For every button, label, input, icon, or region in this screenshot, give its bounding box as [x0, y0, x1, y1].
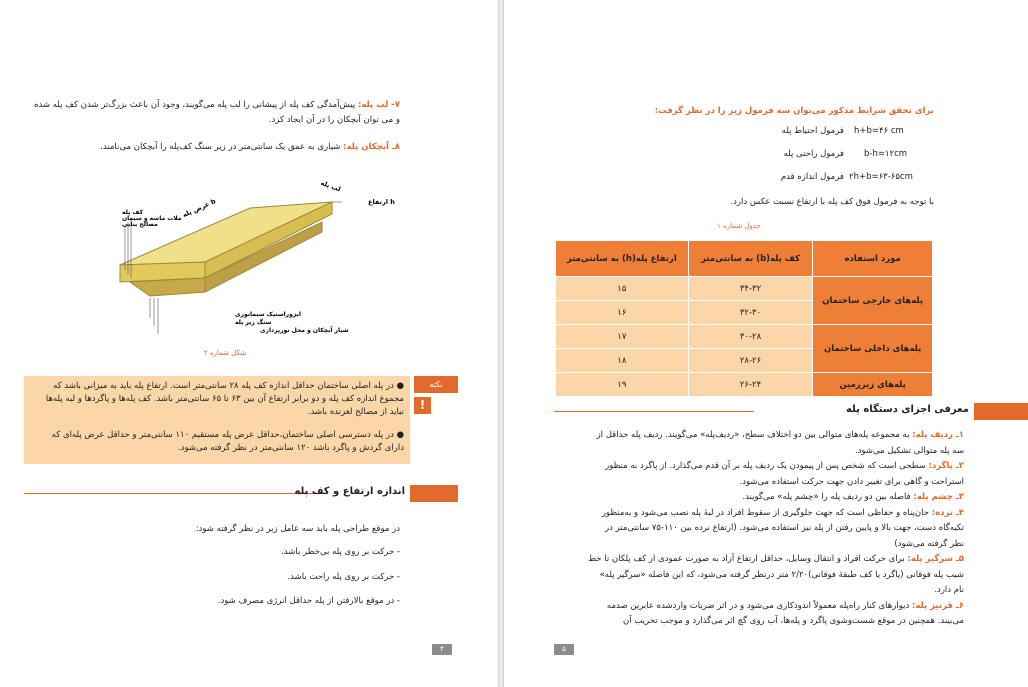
- table-header-row: [556, 241, 933, 277]
- category-exterior: پله‌های خارجی ساختمان: [813, 277, 933, 325]
- label-height: h ارتفاع: [368, 198, 395, 206]
- formula-3-label: فرمول اندازه قدم: [780, 172, 844, 182]
- stair-tread-figure: [50, 170, 395, 350]
- cell-tread: ۳۲-۳۰: [688, 301, 813, 325]
- label-depth: b عرض پله: [181, 197, 218, 220]
- category-basement: پله‌های زیرزمین: [813, 373, 933, 397]
- label-masonry: مصالح بنایی: [122, 221, 158, 228]
- header-tread: کف پله(b) به سانتی‌متر: [688, 241, 813, 277]
- list-item: ۶ـ قرنیز پله: دیوارهای کنار راه‌پله معمولاً اندودکاری می‌شود و در اثر ضربات واردشده عابرین صدمه: [606, 600, 964, 611]
- bullet-2: - حرکت بر روی پله راحت باشد.: [287, 572, 400, 582]
- note-p1-l1: ● در پله اصلی ساختمان حداقل اندازه کف پله ۲۸ سانتی‌متر است. ارتفاع پله باید به میزانی باشد که: [53, 381, 404, 391]
- relation-text: با توجه به فرمول فوق کف پله با ارتفاع نسبت عکس دارد.: [730, 197, 934, 207]
- formula-3-expr: ۲h+b=۶۳-۶۵cm: [849, 172, 913, 182]
- cell-riser: ۱۹: [556, 373, 689, 397]
- list-item: ۱ـ ردیف پله: به مجموعه پله‌های متوالی بین دو اختلاف سطح، «ردیف‌پله» می‌گویند. ردیف پله حداقل از: [596, 430, 964, 440]
- list-item: ۲ـ پاگرد: سطحی است که شخص پس از پیمودن یک ردیف پله بر آن قدم می‌گذارد. از پاگرد به منظور: [605, 461, 964, 471]
- left-page: [0, 0, 498, 687]
- stair-dimensions-table: [555, 240, 933, 397]
- item-title: ۴ـ نرده:: [931, 507, 964, 518]
- section-title: اندازه ارتفاع و کف پله: [294, 486, 405, 497]
- label-isorastic: ایزوراستیک سیمانوری: [235, 311, 301, 318]
- heading-bar: [974, 403, 1028, 420]
- heading-rule: [554, 411, 754, 412]
- header-riser: ارتفاع پله(h) به سانتی‌متر: [556, 241, 689, 277]
- page-number: ۵: [554, 644, 574, 655]
- item-7-text: پیش‌آمدگی کف پله از پیشانی را لب پله می‌گویند، وجود آن باعث بزرگ‌تر شدن کف پله شده: [33, 100, 356, 110]
- item-title: ۵ـ سرگیر پله:: [907, 554, 964, 564]
- table-row: [556, 277, 933, 301]
- category-interior: پله‌های داخلی ساختمان: [813, 325, 933, 373]
- cell-riser: ۱۷: [556, 325, 689, 349]
- cell-tread: ۲۶-۲۴: [688, 373, 813, 397]
- item-title: ۶ـ قرنیز پله:: [911, 600, 964, 611]
- cell-tread: ۲۸-۲۶: [688, 349, 813, 373]
- label-under-stone: سنگ زیر پله: [235, 319, 272, 326]
- item-8: [24, 140, 400, 155]
- list-item: ۴ـ نرده: جان‌پناه و حفاظی است که جهت جلوگیری از سقوط افراد در لبهٔ پله نصب می‌شود و به‌منظور: [601, 507, 964, 518]
- cell-tread: ۳۰-۲۸: [688, 325, 813, 349]
- note-p1-l2: مجموع اندازه کف پله و دو برابر ارتفاع آن بین ۶۳ تا ۶۵ سانتی‌متر باشد. کف پله‌ها و پاگردها و لبه پله‌ها: [45, 394, 404, 404]
- bullet-3: - در موقع بالارفتن از پله حداقل انرژی مصرف شود.: [217, 596, 400, 606]
- list-item: ۵ـ سرگیر پله: برای حرکت افراد و انتقال وسایل، حداقل ارتفاع آزاد به صورت عمودی از کف پلکان تا خط: [588, 554, 964, 564]
- label-tread: کف پله: [122, 209, 144, 216]
- list-item: ۳ـ چشم پله: فاصله بین دو ردیف پله را «چشم پله» می‌گویند.: [742, 492, 964, 502]
- note-p2-l2: دارای گردش و پاگرد باشد ۱۲۰ سانتی‌متر در نظر گرفته می‌شود.: [177, 443, 404, 453]
- exclamation-icon: !: [414, 397, 431, 414]
- item-title: ۲ـ پاگرد:: [928, 461, 964, 471]
- note-p1-l3: نباید از مصالح لغزنده باشد.: [307, 407, 404, 417]
- label-mortar: ملات ماسه و سیمان: [122, 215, 182, 222]
- bullet-1: - حرکت بر روی پله بی‌خطر باشد.: [281, 547, 400, 557]
- table-row: [556, 325, 933, 349]
- header-usage: مورد استفاده: [813, 241, 933, 277]
- heading-bar: [410, 485, 458, 502]
- item-8-title: ۸ـ آبچکان پله:: [343, 142, 400, 152]
- item-7: [24, 98, 400, 113]
- table-caption: جدول شماره ۱: [717, 222, 761, 230]
- item-title: ۳ـ چشم پله:: [913, 492, 964, 502]
- note-tag: نکته: [414, 376, 458, 393]
- formula-2-expr: b-h=۱۲cm: [864, 149, 908, 159]
- page-number: ۴: [432, 644, 452, 655]
- item-7-title: ۷- لب پله:: [357, 100, 400, 110]
- intro-text: در موقع طراحی پله باید سه عامل زیر در نظر گرفته شود:: [195, 524, 400, 534]
- label-drip-groove: شیار آبچکان و محل نورپردازی: [260, 327, 349, 334]
- cell-riser: ۱۸: [556, 349, 689, 373]
- note-p2-l1: ● در پله دسترسی اصلی ساختمان،حداقل عرض پله مستقیم ۱۱۰ سانتی‌متر و حداقل عرض پله‌ای که: [51, 430, 404, 440]
- cell-riser: ۱۵: [556, 277, 689, 301]
- cell-riser: ۱۶: [556, 301, 689, 325]
- label-lip: لب پله: [319, 178, 342, 194]
- formula-1-label: فرمول احتیاط پله: [781, 126, 844, 136]
- right-page: [504, 0, 1028, 687]
- section-title: معرفی اجزای دستگاه پله: [845, 404, 969, 415]
- figure-caption: شکل شماره ۲: [203, 349, 247, 357]
- formula-2-label: فرمول راحتی پله: [783, 149, 844, 159]
- cell-tread: ۳۴-۳۲: [688, 277, 813, 301]
- item-8-text: شیاری به عمق یک سانتی‌متر در زیر سنگ کف‌پله را آبچکان می‌نامند.: [100, 142, 341, 152]
- item-7-text-2: و می توان آبچکان را در آن ایجاد کرد.: [268, 115, 400, 125]
- table-row: [556, 373, 933, 397]
- item-title: ۱ـ ردیف پله:: [912, 430, 964, 440]
- formula-1-expr: h+b=۴۶ cm: [854, 126, 904, 136]
- formula-heading: برای تحقق شرایط مذکور می‌توان سه فرمول زیر را در نظر گرفت:: [654, 106, 934, 116]
- note-box: [24, 376, 410, 464]
- components-list: ۱ـ ردیف پله: به مجموعه پله‌های متوالی بین دو اختلاف سطح، «ردیف‌پله» می‌گویند. ردیف پله حداقل از سه پله متوالی تشکیل می‌شود. ۲ـ پاگرد: سطحی است که شخص پس از پیمودن یک ردیف پله بر آن قدم می‌گذارد. از پاگرد به منظور استراحت و گاهی برای تغییر دادن جهت حرکت استفاده می‌شود. ۳ـ چشم پله: فاصله بین دو ردیف پله را «چشم پله» می‌گویند. ۴ـ نرده: جان‌پناه و حفاظی است که جهت جلوگیری از سقوط افراد در لبهٔ پله نصب می‌شود و به‌منظور تکیه‌گاه دست، جهت بالا و پایین رفتن از پله نیز استفاده می‌شود. (ارتفاع نرده بین ۱۱۰-۷۵ سانتی‌متر در نظر گرفته می‌شود) ۵ـ سرگیر پله: برای حرکت افراد و انتقال وسایل، حداقل ارتفاع آزاد به صورت عمودی از کف پلکان تا خط شیب پله فوقانی (پاگرد یا کف طبقهٔ فوقانی)۲/۲۰ متر درنظر گرفته می‌شود، که این فاصله «سرگیر پله» نام دارد. ۶ـ قرنیز پله: دیوارهای کنار راه‌پله معمولاً اندودکاری می‌شود و در اثر ضربات واردشده عابرین صدمه می‌بیند. همچنین در موقع شست‌وشوی پاگرد و پله‌ها، آب روی گچ اثر می‌گذارد و موجب تخریب آن: [544, 428, 964, 630]
